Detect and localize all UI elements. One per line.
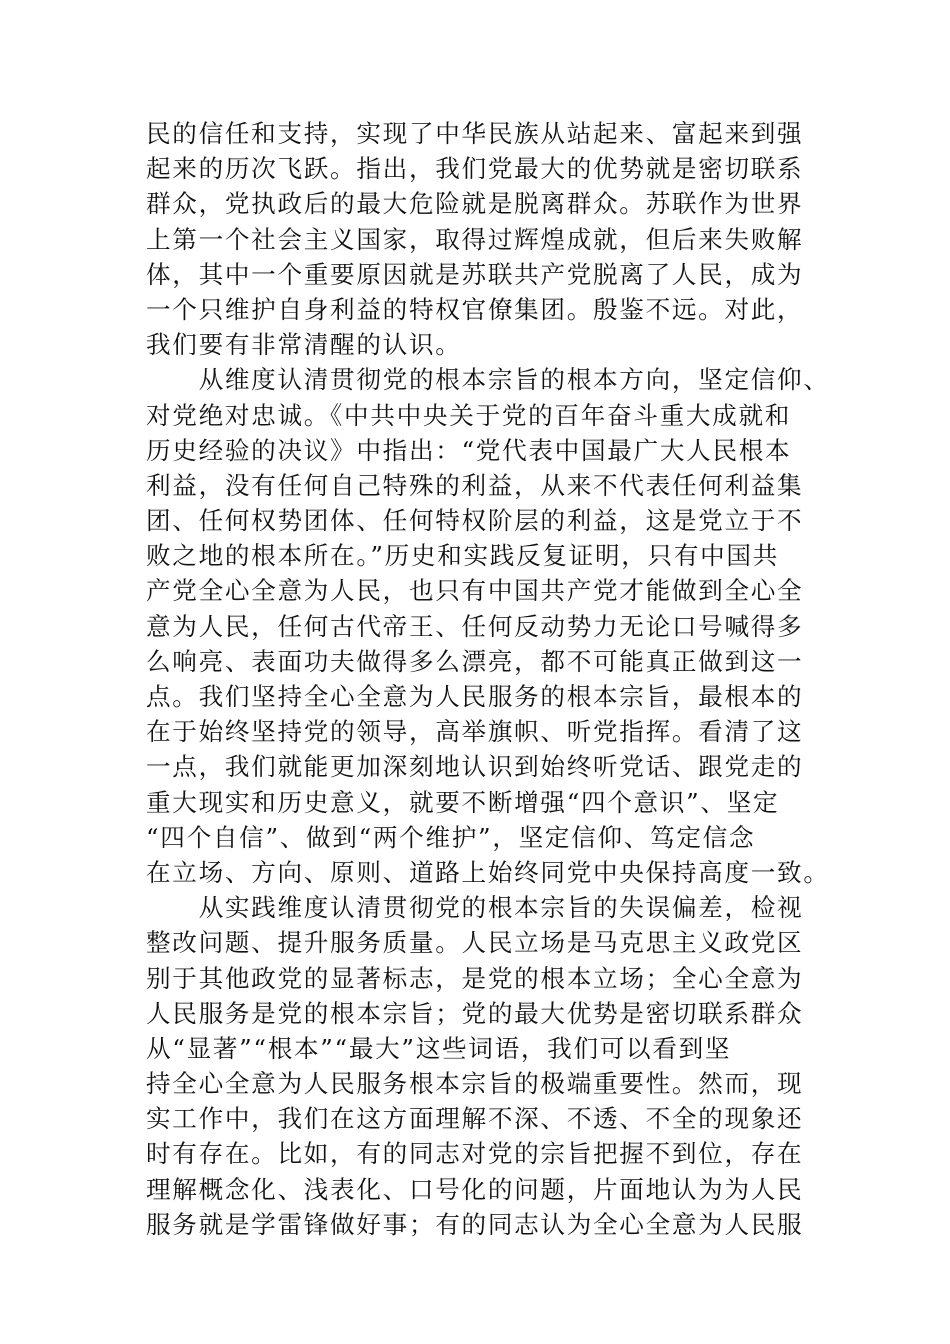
text-line: 时有存在。比如，有的同志对党的宗旨把握不到位，存在: [146, 1139, 804, 1169]
text-line: 整改问题、提升服务质量。人民立场是马克思主义政党区: [146, 928, 804, 958]
text-line: 上第一个社会主义国家，取得过辉煌成就，但后来失败解: [146, 224, 804, 254]
text-line: 我们要有非常清醒的认识。: [146, 330, 462, 360]
text-line: “四个自信”、做到“两个维护”，坚定信仰、笃定信念: [146, 822, 756, 852]
text-line: 人民服务是党的根本宗旨；党的最大优势是密切联系群众: [146, 998, 804, 1028]
body-text: [146, 116, 830, 1242]
text-line: 起来的历次飞跃。指出，我们党最大的优势就是密切联系: [146, 154, 804, 184]
text-line: 意为人民，任何古代帝王、任何反动势力无论口号喊得多: [146, 611, 804, 641]
text-line: 历史经验的决议》中指出：“党代表中国最广大人民根本: [146, 435, 792, 465]
text-line: 理解概念化、浅表化、口号化的问题，片面地认为为人民: [146, 1174, 804, 1204]
text-line: 点。我们坚持全心全意为人民服务的根本宗旨，最根本的: [146, 682, 804, 711]
text-line: 从实践维度认清贯彻党的根本宗旨的失误偏差，检视: [146, 893, 804, 923]
text-line: 实工作中，我们在这方面理解不深、不透、不全的现象还: [146, 1104, 804, 1134]
text-line: 民的信任和支持，实现了中华民族从站起来、富起来到强: [146, 119, 804, 148]
text-line: 么响亮、表面功夫做得多么漂亮，都不可能真正做到这一: [146, 646, 804, 676]
text-line: 败之地的根本所在。”历史和实践反复证明，只有中国共: [146, 541, 780, 571]
text-line: 服务就是学雷锋做好事；有的同志认为全心全意为人民服: [146, 1209, 804, 1239]
text-line: 团、任何权势团体、任何特权阶层的利益，这是党立于不: [146, 506, 804, 536]
text-line: 重大现实和历史意义，就要不断增强“四个意识”、坚定: [146, 787, 780, 817]
text-line: 在于始终坚持党的领导，高举旗帜、听党指挥。看清了这: [146, 717, 804, 747]
text-line: 对党绝对忠诚。《中共中央关于党的百年奋斗重大成就和: [146, 400, 792, 430]
text-line: 群众，党执政后的最大危险就是脱离群众。苏联作为世界: [146, 189, 804, 219]
text-line: 产党全心全意为人民，也只有中国共产党才能做到全心全: [146, 576, 804, 606]
text-line: 从维度认清贯彻党的根本宗旨的根本方向，坚定信仰、: [146, 365, 830, 395]
text-line: 体，其中一个重要原因就是苏联共产党脱离了人民，成为: [146, 259, 804, 289]
text-line: 一个只维护自身利益的特权官僚集团。殷鉴不远。对此，: [146, 294, 804, 324]
text-line: 别于其他政党的显著标志，是党的根本立场；全心全意为: [146, 963, 804, 993]
text-line: 持全心全意为人民服务根本宗旨的极端重要性。然而，现: [146, 1069, 804, 1099]
text-line: 利益，没有任何自己特殊的利益，从来不代表任何利益集: [146, 470, 804, 500]
text-line: 在立场、方向、原则、道路上始终同党中央保持高度一致。: [146, 857, 830, 887]
text-line: 一点，我们就能更加深刻地认识到始终听党话、跟党走的: [146, 752, 804, 782]
text-line: 从“显著”“根本”“最大”这些词语，我们可以看到坚: [146, 1033, 732, 1063]
